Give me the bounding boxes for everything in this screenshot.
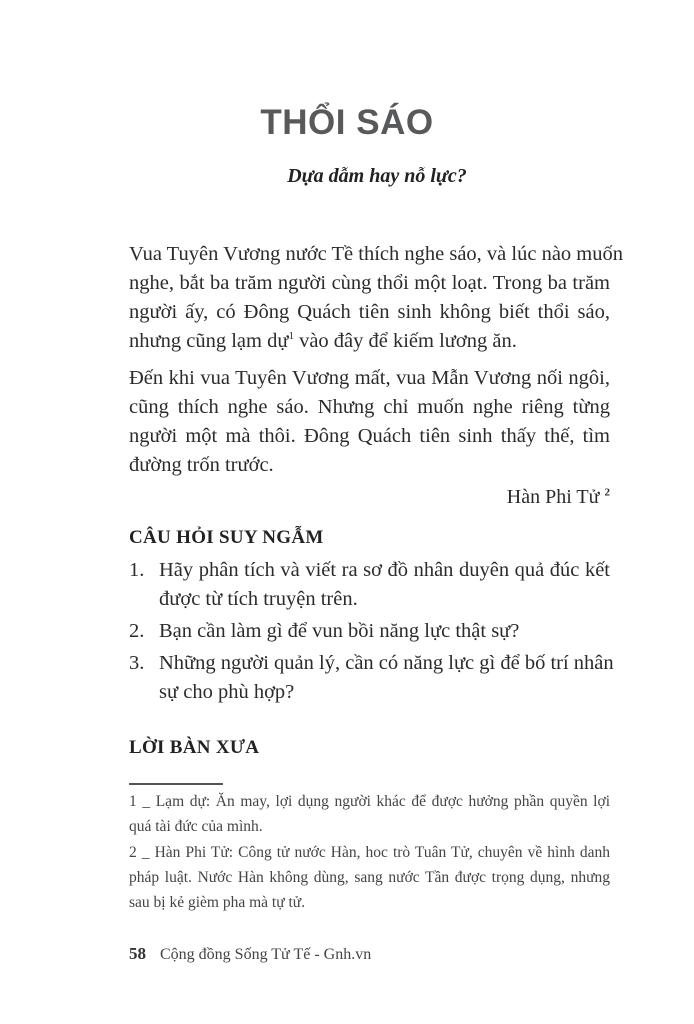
attribution bbox=[507, 484, 610, 510]
text-line: Bạn cần làm gì để vun bồi năng lực thật sự? bbox=[159, 620, 520, 642]
text-line: đường trốn trước. bbox=[129, 454, 274, 476]
footnote-ref[interactable]: 2 bbox=[604, 486, 610, 499]
question-number: 2. bbox=[129, 620, 145, 642]
question-number: 3. bbox=[129, 652, 145, 674]
question-item bbox=[129, 556, 610, 614]
text-line: sự cho phù hợp? bbox=[159, 681, 295, 703]
text-line: nghe, bắt ba trăm người cùng thổi một loạt. Trong ba trăm bbox=[129, 272, 610, 294]
footnote-divider bbox=[129, 783, 223, 785]
text-segment: nhưng cũng lạm dự bbox=[129, 330, 289, 352]
text-line: Vua Tuyên Vương nước Tề thích nghe sáo, và lúc nào muốn bbox=[129, 243, 623, 265]
text-line: 2 _ Hàn Phi Tử: Công tử nước Hàn, hoc trò Tuân Tử, chuyên về hình danh bbox=[129, 844, 610, 861]
footnote-ref[interactable]: 1 bbox=[288, 330, 294, 343]
page-footer bbox=[129, 943, 371, 966]
text-line: sau bị kẻ gièm pha mà tự tử. bbox=[129, 894, 306, 911]
text-line: người một mà thôi. Đông Quách tiên sinh thấy thế, tìm bbox=[129, 425, 610, 447]
text-line: quá tài đức của mình. bbox=[129, 818, 263, 835]
text-line: được từ tích truyện trên. bbox=[159, 588, 358, 610]
page-number: 58 bbox=[129, 944, 146, 963]
question-item bbox=[129, 649, 614, 707]
footnote-1 bbox=[129, 789, 610, 839]
text-line bbox=[129, 327, 610, 356]
text-segment: vào đây để kiếm lương ăn. bbox=[293, 330, 517, 352]
text-line: Hãy phân tích và viết ra sơ đồ nhân duyên quả đúc kết bbox=[159, 559, 610, 581]
text-line: người ấy, có Đông Quách tiên sinh không biết thổi sáo, bbox=[129, 301, 610, 323]
questions-heading: CÂU HỎI SUY NGẪM bbox=[129, 527, 324, 548]
chapter-title: THỔI SÁO bbox=[260, 103, 434, 142]
story-paragraph-1 bbox=[129, 240, 623, 356]
story-paragraph-2 bbox=[129, 364, 610, 480]
footer-text: Cộng đồng Sống Tử Tế - Gnh.vn bbox=[160, 946, 372, 963]
text-line: Những người quản lý, cần có năng lực gì để bố trí nhân bbox=[159, 652, 614, 674]
author-name: Hàn Phi Tử bbox=[506, 486, 605, 508]
text-line: pháp luật. Nước Hàn không dùng, sang nước Tần được trọng dụng, nhưng bbox=[129, 869, 610, 886]
question-number: 1. bbox=[129, 559, 145, 581]
footnote-2 bbox=[129, 840, 610, 915]
text-line: Đến khi vua Tuyên Vương mất, vua Mẫn Vương nối ngôi, bbox=[129, 367, 610, 389]
question-item bbox=[129, 617, 610, 646]
chapter-subtitle: Dựa dẫm hay nỗ lực? bbox=[287, 165, 467, 187]
commentary-heading: LỜI BÀN XƯA bbox=[129, 737, 260, 758]
text-line: cũng thích nghe sáo. Nhưng chỉ muốn nghe riêng từng bbox=[129, 396, 610, 418]
text-line: 1 _ Lạm dự: Ăn may, lợi dụng người khác để được hưởng phần quyền lợi bbox=[129, 793, 610, 810]
